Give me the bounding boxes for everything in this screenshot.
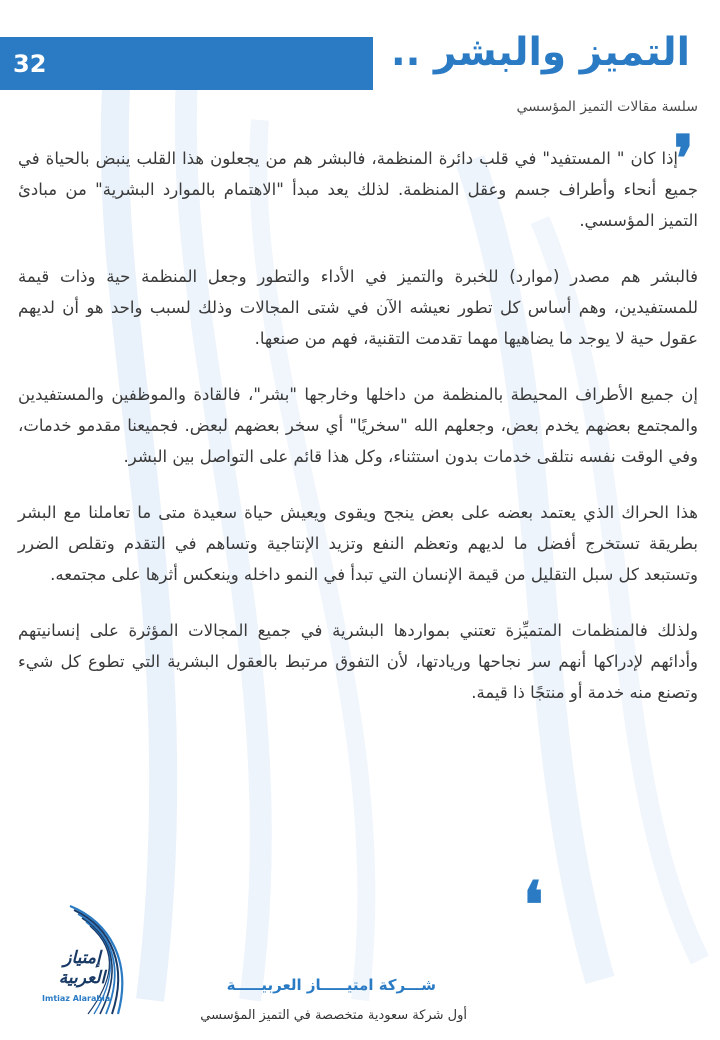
opening-quote-icon: ❜ [673, 122, 694, 197]
article-paragraph: فالبشر هم مصدر (موارد) للخبرة والتميز في الأداء والتطور وجعل المنظمة حية وذات قيمة للمستفيدين، وهم أساس كل تطور نعيشه الآن في شتى المجالات وذلك لسبب واحد هو أن لديهم عقول حية لا يوجد ما يضاهيها مهما تقدمت التقنية، فهم من صنعها. [18, 267, 698, 348]
company-logo [40, 902, 136, 1018]
logo-wordmark-line-2: العربية [58, 968, 106, 988]
page-subtitle: سلسة مقالات التميز المؤسسي [516, 99, 698, 115]
article-paragraph: ولذلك فالمنظمات المتميِّزة تعتني بمواردها البشرية في جميع المجالات المؤثرة على إنسانيتهم وأدائهم لإدراكها أنهم سر نجاحها وريادتها، لأن التفوق مرتبط بالعقول البشرية التي تطوع كل شيء وتصنع منه خدمة أو منتجًا ذا قيمة. [18, 621, 698, 702]
page-title: التميز والبشر .. [390, 30, 690, 75]
article-paragraph: إن جميع الأطراف المحيطة بالمنظمة من داخلها وخارجها "بشر"، فالقادة والموظفين والمستفيدين والمجتمع بعضهم يخدم بعض، وجعلهم الله "سخريًا" أي سخر بعضهم لبعض. فجميعنا مقدمو خدمات، وفي الوقت نفسه نتلقى خدمات بدون استثناء، وكل هذا قائم على التواصل بين البشر. [18, 385, 698, 466]
article-paragraph: هذا الحراك الذي يعتمد بعضه على بعض ينجح ويقوى ويعيش حياة سعيدة متى ما تعاملنا مع البشر بطريقة تستخرج أفضل ما لديهم وتعظم النفع وتزيد الإنتاجية وتساهم في التقدم وتقلص الضرر وتستبعد كل سبل التقليل من قيمة الإنسان التي تبدأ في النمو داخله وينعكس أثرها على مجتمعه. [18, 503, 698, 584]
logo-wordmark [40, 948, 124, 988]
article-body [18, 143, 698, 733]
logo-english-name: Imtiaz Alarabia [42, 994, 111, 1003]
company-name: شـــركة امتيـــــاز العربيـــــة [226, 976, 436, 994]
company-tagline: أول شركة سعودية متخصصة في التميز المؤسسي [200, 1008, 467, 1023]
page-number-bar [0, 37, 373, 90]
article-paragraph: إذا كان " المستفيد" في قلب دائرة المنظمة، فالبشر هم من يجعلون هذا القلب ينبض بالحياة في جميع أنحاء وأطراف جسم وعقل المنظمة. لذلك يعد مبدأ "الاهتمام بالموارد البشرية" من مبادئ التميز المؤسسي. [18, 149, 698, 230]
closing-quote-icon: ❛ [523, 868, 544, 943]
page-number: 32 [13, 49, 47, 78]
logo-wordmark-line-1: إمتياز [63, 948, 101, 968]
